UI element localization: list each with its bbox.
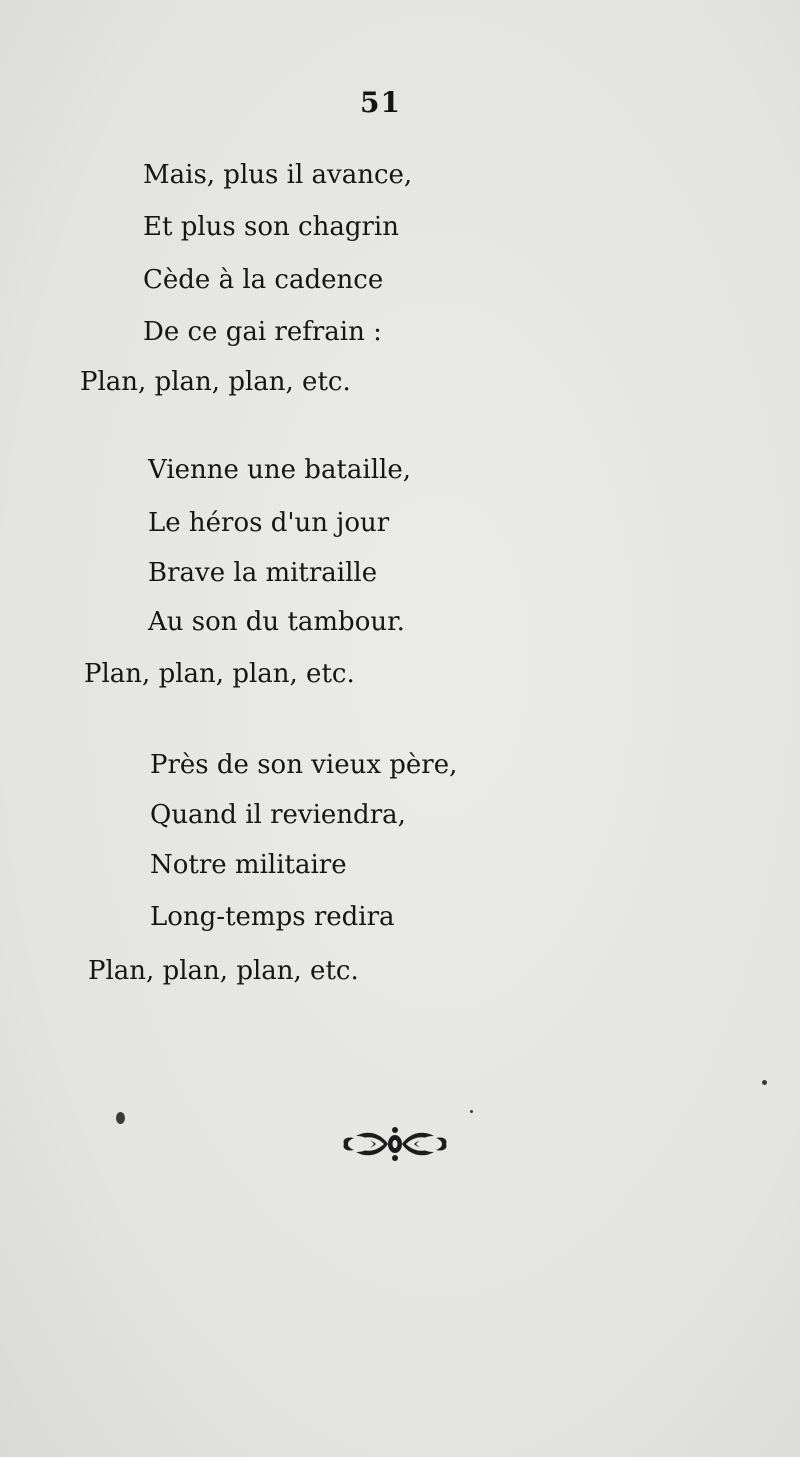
verse-line: Notre militaire bbox=[150, 850, 347, 880]
verse-line: Au son du tambour. bbox=[148, 607, 405, 637]
refrain-line: Plan, plan, plan, etc. bbox=[80, 367, 351, 397]
verse-line: Le héros d'un jour bbox=[148, 508, 390, 538]
refrain-line: Plan, plan, plan, etc. bbox=[88, 956, 359, 986]
page-number: 51 bbox=[360, 86, 401, 119]
verse-line: Près de son vieux père, bbox=[150, 750, 458, 780]
ink-speck bbox=[762, 1080, 767, 1085]
verse-line: Vienne une bataille, bbox=[148, 455, 411, 485]
verse-line: Quand il reviendra, bbox=[150, 800, 406, 830]
fleuron-ornament-icon bbox=[340, 1124, 450, 1164]
verse-line: Brave la mitraille bbox=[148, 558, 378, 588]
verse-line: Long-temps redira bbox=[150, 902, 395, 932]
refrain-line: Plan, plan, plan, etc. bbox=[84, 659, 355, 689]
verse-line: Et plus son chagrin bbox=[143, 212, 399, 242]
ink-speck bbox=[116, 1112, 125, 1124]
verse-line: Mais, plus il avance, bbox=[143, 160, 413, 190]
verse-line: De ce gai refrain : bbox=[143, 317, 382, 347]
verse-line: Cède à la cadence bbox=[143, 265, 384, 295]
ink-speck bbox=[470, 1110, 473, 1113]
